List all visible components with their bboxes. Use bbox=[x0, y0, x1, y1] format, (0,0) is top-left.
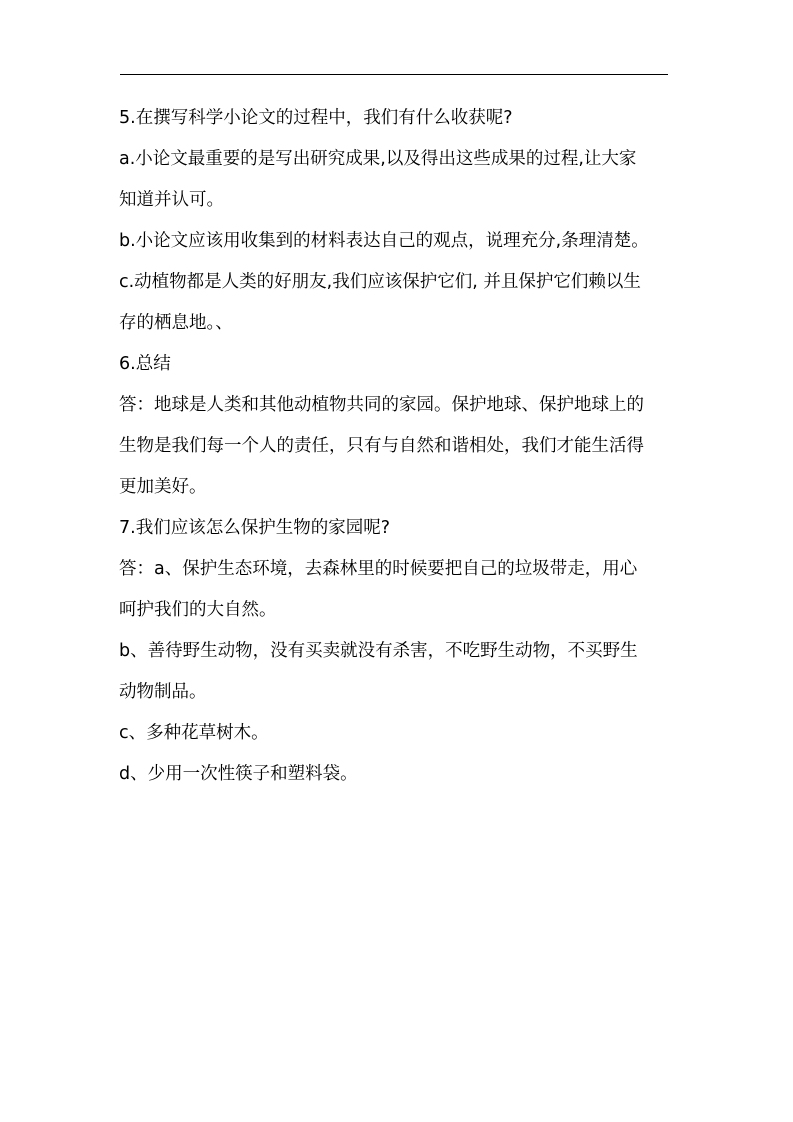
question-7-heading: 7.我们应该怎么保护生物的家园呢? bbox=[119, 518, 390, 538]
answer-7b-line-1: b、善待野生动物，没有买卖就没有杀害，不吃野生动物，不买野生 bbox=[119, 641, 638, 661]
answer-5c-line-1: c.动植物都是人类的好朋友,我们应该保护它们, 并且保护它们赖以生 bbox=[119, 272, 641, 292]
answer-7a-line-2: 呵护我们的大自然。 bbox=[119, 600, 277, 620]
header-rule bbox=[120, 74, 668, 75]
answer-5c-line-2: 存的栖息地。、 bbox=[119, 313, 233, 333]
section-6-heading: 6.总结 bbox=[119, 354, 171, 374]
answer-7b-line-2: 动物制品。 bbox=[119, 682, 207, 702]
answer-5b: b.小论文应该用收集到的材料表达自己的观点，说理充分,条理清楚。 bbox=[119, 231, 649, 251]
answer-5a-line-1: a.小论文最重要的是写出研究成果,以及得出这些成果的过程,让大家 bbox=[119, 149, 637, 169]
answer-6-line-1: 答：地球是人类和其他动植物共同的家园。保护地球、保护地球上的 bbox=[119, 395, 644, 415]
answer-7c: c、多种花草树木。 bbox=[119, 723, 269, 743]
question-5-heading: 5.在撰写科学小论文的过程中，我们有什么收获呢? bbox=[119, 108, 513, 128]
answer-5a-line-2: 知道并认可。 bbox=[119, 190, 224, 210]
document-body bbox=[119, 98, 679, 795]
answer-7d: d、少用一次性筷子和塑料袋。 bbox=[119, 764, 358, 784]
answer-6-line-3: 更加美好。 bbox=[119, 477, 207, 497]
answer-7a-line-1: 答：a、保护生态环境，去森林里的时候要把自己的垃圾带走，用心 bbox=[119, 559, 638, 579]
answer-6-line-2: 生物是我们每一个人的责任，只有与自然和谐相处，我们才能生活得 bbox=[119, 436, 644, 456]
